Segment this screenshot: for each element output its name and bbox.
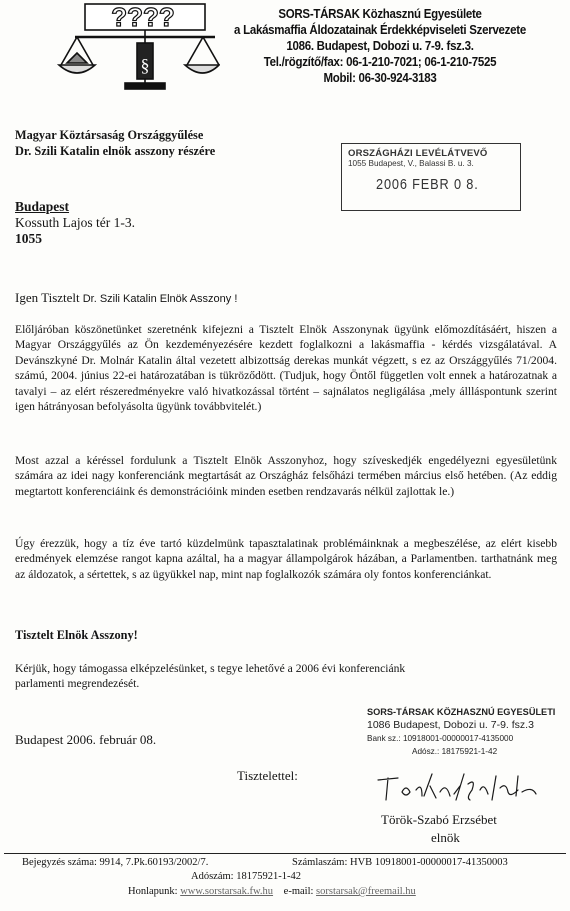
org-mobile: Mobil: 06-30-924-3183	[323, 71, 437, 85]
signer-name: Török-Szabó Erzsébet	[381, 812, 497, 827]
paragraph-2: Most azzal a kéréssel fordulunk a Tisztelt Elnök Asszonyhoz, hogy szíveskedjék engedélyezni egyesületünk számára az idei nagy konferenciánk megtartását az Országház felsőházi termében március első hetében. (Az eddig megtartott konferenciáink és demonstrációink minden esetben rendzavarás nélkül zajlottak le.)	[15, 454, 557, 498]
stamp-address: 1055 Budapest, V., Balassi B. u. 3.	[348, 159, 474, 168]
addressee-block	[15, 199, 135, 247]
footer-registration: Bejegyzés száma: 9914, 7.Pk.60193/2002/7.	[22, 857, 209, 868]
paragraph-3: Úgy érezzük, hogy a tíz éve tartó küzdelmünk tapasztalatinak problémáinknak a megbeszélése, az elért kisebb eredmények elemzése rangot kapna azáltal, ha a magyar állampolgárok házában, a Parlamentben. tarthatnánk meg az áldozatok, a sértettek, s az ügyükkel nap, mint nap foglalkozók számára oly fontos konferenciánkat.	[15, 537, 557, 581]
paragraph-4: Kérjük, hogy támogassa elképzelésünket, s tegye lehetővé a 2006 évi konferenciánk parlamenti megrendezését.	[15, 662, 406, 691]
recipient-line-1: Magyar Köztársaság Országgyűlése	[15, 128, 204, 142]
address-zip: 1055	[15, 231, 42, 246]
org-stamp-line-1: SORS-TÁRSAK KÖZHASZNÚ EGYESÜLETI	[367, 707, 556, 717]
address-street: Kossuth Lajos tér 1-3.	[15, 215, 135, 230]
signer-title: elnök	[431, 830, 460, 845]
org-stamp-line-2: 1086 Budapest, Dobozi u. 7-9. fsz.3	[367, 719, 534, 731]
recipient-block	[15, 127, 215, 159]
org-phone: Tel./rögzítő/fax: 06-1-210-7021; 06-1-210-7525	[263, 55, 497, 69]
stamp-date: 2006 FEBR 0 8.	[376, 176, 479, 193]
closing-date: Budapest 2006. február 08.	[15, 732, 157, 747]
organization-stamp	[367, 706, 555, 758]
handwritten-signature	[372, 766, 557, 806]
recipient-line-2: Dr. Szili Katalin elnök asszony részére	[15, 144, 216, 158]
footer-tax: Adószám: 18175921-1-42	[191, 871, 301, 882]
scales-of-justice-logo	[55, 3, 220, 91]
salutation	[15, 290, 237, 306]
stamp-title: ORSZÁGHÁZI LEVÉLÁTVEVŐ	[348, 148, 488, 159]
letterhead	[200, 6, 560, 86]
footer-links	[128, 886, 416, 897]
org-name: SORS-TÁRSAK Közhasznú Egyesülete	[278, 7, 482, 21]
salutation-prefix: Igen Tisztelt	[15, 290, 80, 305]
closing-regards: Tisztelettel:	[237, 768, 298, 783]
received-stamp	[341, 143, 521, 211]
footer-divider	[4, 853, 566, 854]
section-sign-text: §	[140, 55, 150, 75]
email-label: e-mail:	[283, 886, 314, 897]
org-subtitle: a Lakásmaffia Áldozatainak Érdekképviseleti Szervezete	[234, 23, 526, 37]
org-address: 1086. Budapest, Dobozi u. 7-9. fsz.3.	[286, 39, 474, 53]
paragraph-1: Előljáróban köszönetünket szeretnénk kifejezni a Tisztelt Elnök Asszonynak ügyünk előmozdításáért, hiszen a Magyar Országgyűlés az Ön kezdeményezésére kezdett foglalkozni a lakásmaffia - kérdés vizsgálatával. A Devánszkyné Dr. Molnár Katalin által vezetett albizottság derekas munkát végzett, s ez az Országgyűlés 71/2004. számú, 2004. június 22-ei határozatában is tükröződött. (Tudjuk, hogy Öntől független volt ennek a határozatnak a tavalyi – az elért részeredményekre való hivatkozással történt – sajnálatos negligálása ,mely állláspontunk szerint igen hátrányosan befolyásolta ügyünk továbbvitelét.)	[15, 323, 557, 414]
org-stamp-line-4: Adósz.: 18175921-1-42	[412, 747, 498, 756]
homepage-link[interactable]: www.sorstarsak.fw.hu	[180, 886, 274, 897]
homepage-label: Honlapunk:	[128, 886, 178, 897]
salutation-name: Dr. Szili Katalin Elnök Asszony !	[79, 293, 238, 305]
org-stamp-line-3: Bank sz.: 10918001-00000017-4135000	[367, 734, 514, 743]
second-salutation: Tisztelt Elnök Asszony!	[15, 628, 138, 642]
email-link[interactable]: sorstarsak@freemail.hu	[316, 886, 416, 897]
question-marks-text: ????	[111, 3, 175, 32]
address-city: Budapest	[15, 199, 70, 214]
footer-account: Számlaszám: HVB 10918001-00000017-41350003	[292, 857, 508, 868]
